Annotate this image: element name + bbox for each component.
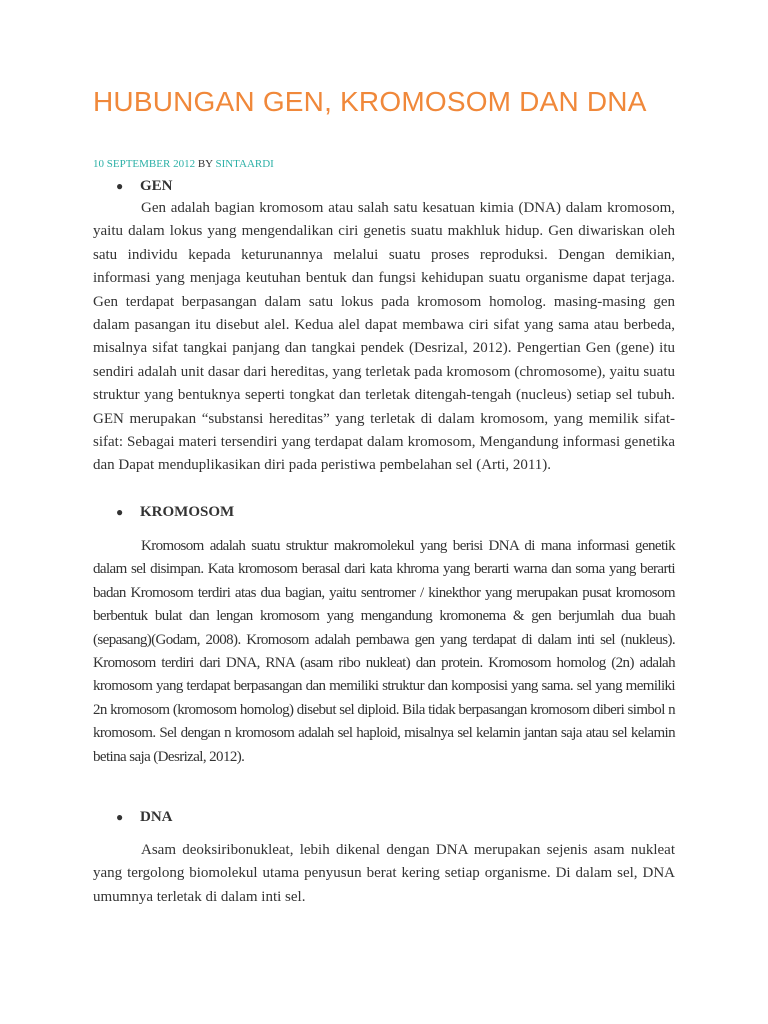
heading-text: KROMOSOM	[140, 504, 235, 520]
paragraph-dna: Asam deoksiribonukleat, lebih dikenal dengan DNA merupakan sejenis asam nukleat yang tergolong biomolekul utama penyusun berat kering setiap organisme. Di dalam sel, DNA umumnya terletak di dalam inti sel.	[93, 842, 675, 905]
post-date-link[interactable]: 10 SEPTEMBER 2012	[93, 158, 196, 170]
paragraph-kromosom: Kromosom adalah suatu struktur makromolekul yang berisi DNA di mana informasi genetik dalam sel disimpan. Kata kromosom berasal dari kata khroma yang berarti warna dan soma yang berarti badan Kromosom terdiri atas dua bagian, yaitu sentromer / kinekthor yang merupakan pusat kromosom berbentuk bulat dan lengan kromosom yang mengandung kromonema & gen berjumlah dua buah (sepasang)(Godam, 2008). Kromosom adalah pembawa gen yang terdapat di dalam inti sel (nukleus). Kromosom terdiri dari DNA, RNA (asam ribo nukleat) dan protein. Kromosom homolog (2n) adalah kromosom yang terdapat berpasangan dan memiliki struktur dan komposisi yang sama. sel yang memiliki 2n kromosom (kromosom homolog) disebut sel diploid. Bila tidak berpasangan kromosom diberi simbol n kromosom. Sel dengan n kromosom adalah sel haploid, misalnya sel kelamin jantan saja atau sel kelamin betina saja (Desrizal, 2012).	[93, 538, 675, 765]
bullet-icon: ●	[116, 810, 124, 824]
heading-text: GEN	[140, 178, 173, 194]
post-meta	[93, 157, 274, 171]
section-heading-dna	[116, 808, 173, 826]
by-label: BY	[197, 158, 213, 170]
section-heading-gen	[116, 177, 173, 195]
bullet-icon: ●	[116, 505, 124, 519]
page-title: HUBUNGAN GEN, KROMOSOM DAN DNA	[93, 86, 647, 117]
section-heading-kromosom	[116, 503, 234, 521]
heading-text: DNA	[140, 809, 173, 825]
paragraph-gen: Gen adalah bagian kromosom atau salah satu kesatuan kimia (DNA) dalam kromosom, yaitu dalam lokus yang mengendalikan ciri genetis suatu makhluk hidup. Gen diwariskan oleh satu individu kepada keturunannya melalui suatu proses reproduksi. Dengan demikian, informasi yang menjaga keutuhan bentuk dan fungsi kehidupan suatu organisme dapat terjaga. Gen terdapat berpasangan dalam satu lokus pada kromosom homolog. masing-masing gen dalam pasangan itu disebut alel. Kedua alel dapat membawa ciri sifat yang sama atau berbeda, misalnya sifat tangkai panjang dan tangkai pendek (Desrizal, 2012). Pengertian Gen (gene) itu sendiri adalah unit dasar dari hereditas, yang terletak pada kromosom (chromosome), yaitu suatu struktur yang bentuknya seperti tongkat dan terletak ditengah-tengah (nucleus) setiap sel tubuh. GEN merupakan “substansi hereditas” yang terletak di dalam kromosom, yang memilik sifat-sifat: Sebagai materi tersendiri yang terdapat dalam kromosom, Mengandung informasi genetika dan Dapat menduplikasikan diri pada peristiwa pembelahan sel (Arti, 2011).	[93, 200, 675, 474]
bullet-icon: ●	[116, 179, 124, 193]
author-link[interactable]: SINTAARDI	[215, 158, 274, 170]
